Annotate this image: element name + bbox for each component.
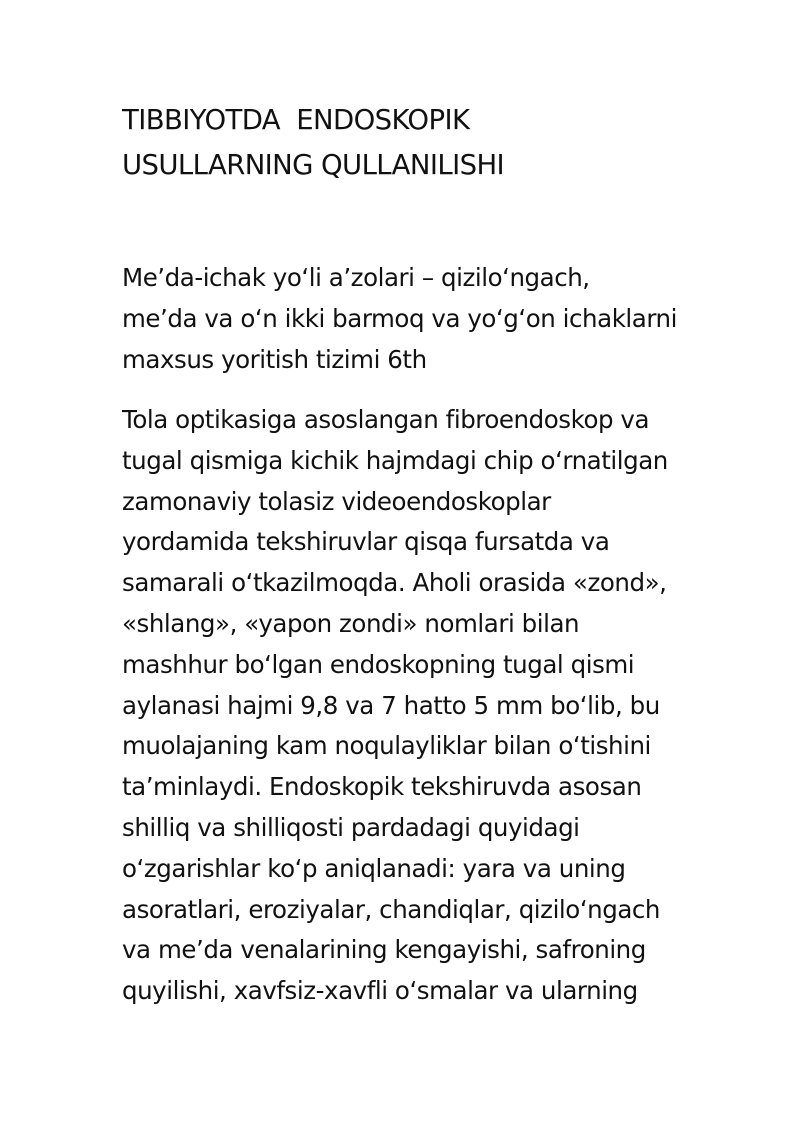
text-line: va me’da venalarining kengayishi, safroning (122, 935, 646, 965)
text-line: tugal qismiga kichik hajmdagi chip o‘rnatilgan (122, 445, 668, 475)
text-line: «shlang», «yapon zondi» nomlari bilan (122, 608, 580, 638)
paragraph-main (122, 400, 722, 1012)
text-line: Tola optikasiga asoslangan fibroendoskop va (122, 405, 650, 434)
text-line: Me’da-ichak yo‘li a’zolari – qizilo‘ngach, (122, 263, 590, 292)
text-line: maxsus yoritish tizimi 6th (122, 345, 427, 374)
text-line: mashhur bo‘lgan endoskopning tugal qismi (122, 649, 635, 679)
text-line: me’da va o‘n ikki barmoq va yo‘g‘on ichaklarni (122, 304, 677, 333)
text-line: yordamida tekshiruvlar qisqa fursatda va (122, 527, 610, 557)
document-title (122, 98, 722, 188)
title-line: TIBBIYOTDA ENDOSKOPIK (122, 104, 470, 136)
text-line: zamonaviy tolasiz videoendoskoplar (122, 486, 551, 516)
document-body (122, 257, 722, 1012)
text-line: shilliq va shilliqosti pardadagi quyidagi (122, 812, 580, 842)
text-line: asoratlari, eroziyalar, chandiqlar, qizilo‘ngach (122, 894, 661, 924)
paragraph-intro (122, 257, 722, 380)
text-line: samarali o‘tkazilmoqda. Aholi orasida «zond», (122, 568, 667, 598)
title-line: USULLARNING QULLANILISHI (122, 149, 505, 181)
text-line: o‘zgarishlar ko‘p aniqlanadi: yara va uning (122, 853, 626, 883)
text-line: ta’minlaydi. Endoskopik tekshiruvda asosan (122, 772, 642, 802)
text-line: aylanasi hajmi 9,8 va 7 hatto 5 mm bo‘lib, bu (122, 690, 660, 720)
text-line: quyilishi, xavfsiz-xavfli o‘smalar va ularning (122, 976, 638, 1006)
text-line: muolajaning kam noqulayliklar bilan o‘tishini (122, 731, 651, 761)
